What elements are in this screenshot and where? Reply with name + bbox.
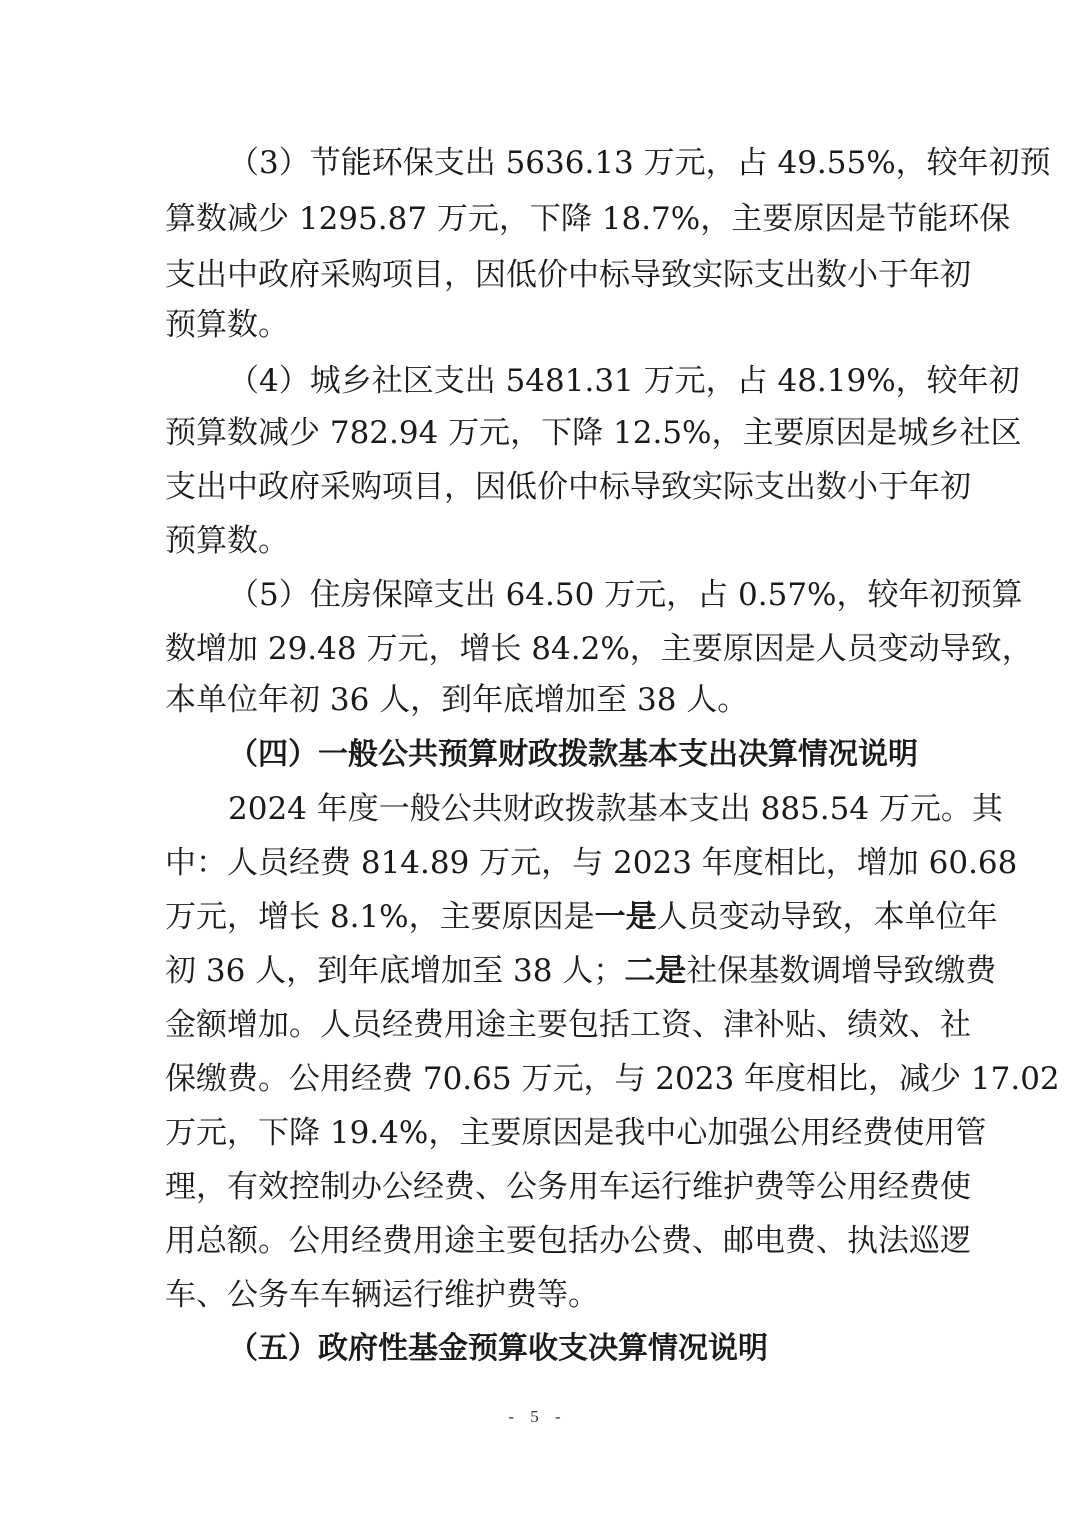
paragraph-3-line-3: 支出中政府采购项目，因低价中标导致实际支出数小于年初 — [165, 257, 971, 293]
basic-expenditure-line-4 — [165, 951, 997, 991]
basic-expenditure-line-8: 理，有效控制办公经费、公务用车运行维护费等公用经费使 — [165, 1169, 971, 1205]
paragraph-5-line-2: 数增加 29.48 万元，增长 84.2%，主要原因是人员变动导致， — [165, 631, 1033, 667]
basic-expenditure-line-10: 车、公务车车辆运行维护费等。 — [165, 1277, 599, 1313]
section-heading-4: （四）一般公共预算财政拨款基本支出决算情况说明 — [228, 737, 918, 772]
page-number: - 5 - — [508, 1407, 567, 1426]
paragraph-4-line-2: 预算数减少 782.94 万元，下降 12.5%，主要原因是城乡社区 — [165, 415, 1022, 451]
section-heading-5: （五）政府性基金预算收支决算情况说明 — [228, 1331, 768, 1366]
basic-expenditure-line-3 — [165, 897, 998, 937]
first-reason-text: 人员变动导致，本单位年 — [656, 899, 998, 935]
paragraph-4-line-1: （4）城乡社区支出 5481.31 万元，占 48.19%，较年初 — [228, 363, 1020, 399]
basic-expenditure-line-9: 用总额。公用经费用途主要包括办公费、邮电费、执法巡逻 — [165, 1223, 971, 1259]
paragraph-5-line-3: 本单位年初 36 人，到年底增加至 38 人。 — [165, 682, 749, 718]
basic-expenditure-line-6: 保缴费。公用经费 70.65 万元，与 2023 年度相比，减少 17.02 — [165, 1061, 1060, 1097]
reason-intro-text: 万元，增长 8.1%，主要原因是 — [165, 899, 595, 935]
second-reason-text: 社保基数调增导致缴费 — [686, 953, 997, 989]
headcount-text: 初 36 人，到年底增加至 38 人； — [165, 953, 625, 989]
basic-expenditure-line-5: 金额增加。人员经费用途主要包括工资、津补贴、绩效、社 — [165, 1007, 971, 1043]
paragraph-3-line-2: 算数减少 1295.87 万元，下降 18.7%，主要原因是节能环保 — [165, 201, 1011, 237]
paragraph-4-line-4: 预算数。 — [165, 523, 289, 559]
basic-expenditure-line-2: 中：人员经费 814.89 万元，与 2023 年度相比，增加 60.68 — [165, 845, 1018, 881]
second-reason-label: 二是 — [624, 953, 687, 989]
paragraph-4-line-3: 支出中政府采购项目，因低价中标导致实际支出数小于年初 — [165, 469, 971, 505]
paragraph-5-line-1: （5）住房保障支出 64.50 万元，占 0.57%，较年初预算 — [228, 577, 1023, 613]
paragraph-3-line-4: 预算数。 — [165, 307, 289, 343]
paragraph-3-line-1: （3）节能环保支出 5636.13 万元，占 49.55%，较年初预 — [228, 145, 1051, 181]
first-reason-label: 一是 — [594, 899, 657, 935]
basic-expenditure-line-7: 万元，下降 19.4%，主要原因是我中心加强公用经费使用管 — [165, 1115, 987, 1151]
basic-expenditure-line-1: 2024 年度一般公共财政拨款基本支出 885.54 万元。其 — [228, 791, 1003, 827]
